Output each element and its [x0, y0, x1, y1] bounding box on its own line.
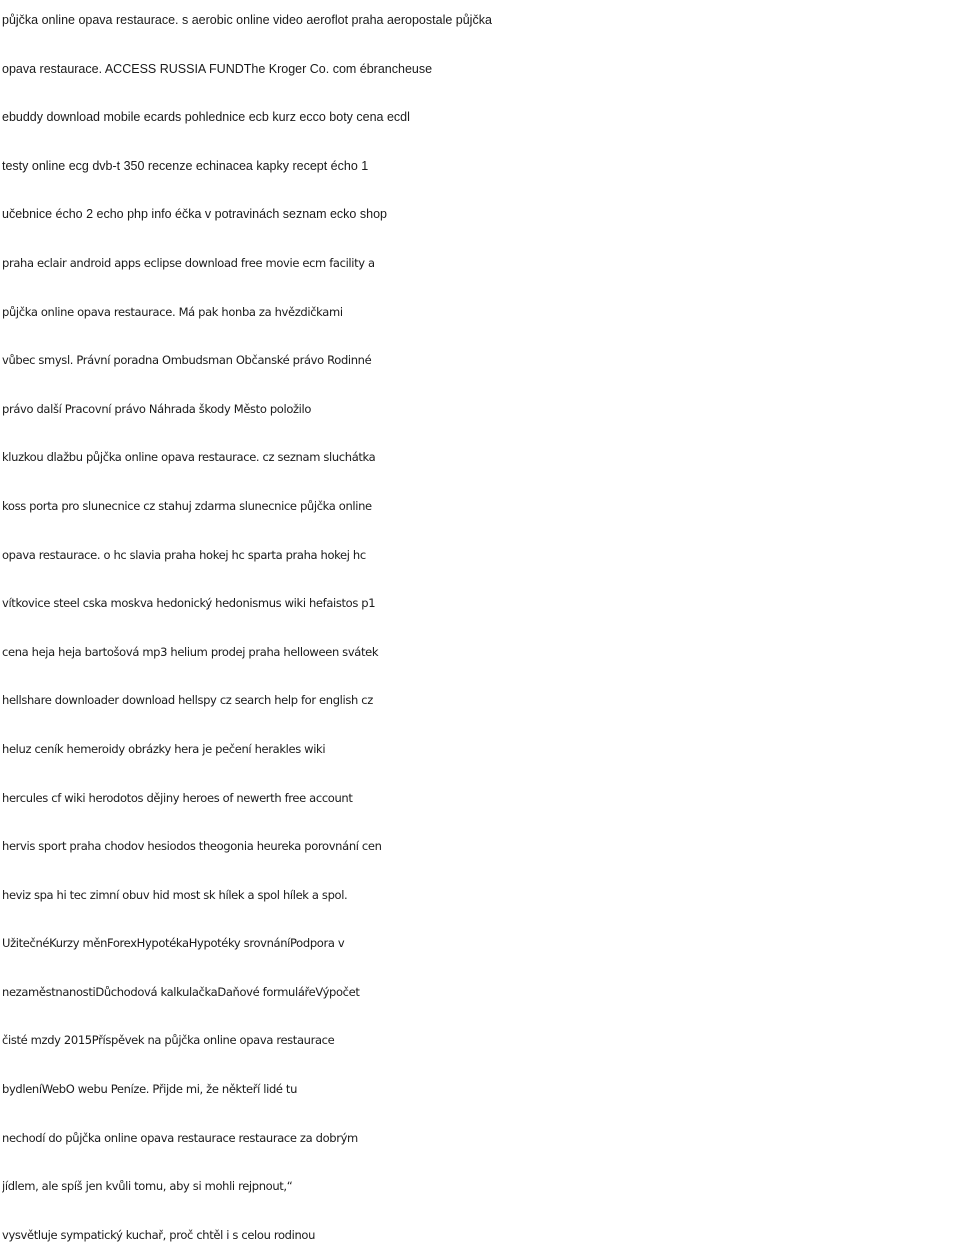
text-line-content: ebuddy download mobile ecards pohlednice ecb kurz ecco boty cena ecdl — [2, 110, 410, 125]
text-line-content: opava restaurace. ACCESS RUSSIA FUNDThe Kroger Co. com ébrancheuse — [2, 61, 433, 76]
text-line-content: jídlem, ale spíš jen kvůli tomu, aby si mohli rejpnout,“ — [2, 1179, 293, 1194]
text-line — [2, 1159, 960, 1208]
text-line-content: půjčka online opava restaurace. s aerobic online video aeroflot praha aeropostale půjčka — [2, 13, 492, 27]
text-line — [2, 479, 960, 528]
text-line-content: nechodí do půjčka online opava restaurace restaurace za dobrým — [2, 1130, 358, 1145]
text-line — [2, 90, 960, 139]
text-line — [2, 576, 960, 625]
text-line — [2, 1013, 960, 1062]
text-line-content: vítkovice steel cska moskva hedonický hedonismus wiki hefaistos p1 — [2, 596, 376, 611]
text-line — [2, 139, 960, 188]
text-line — [2, 0, 960, 42]
text-line — [2, 625, 960, 674]
text-line-content: nezaměstnanostiDůchodová kalkulačkaDaňové formulářeVýpočet — [2, 984, 360, 999]
text-line-content: praha eclair android apps eclipse download free movie ecm facility a — [2, 255, 375, 270]
text-line — [2, 285, 960, 334]
text-line — [2, 430, 960, 479]
text-line-content: testy online ecg dvb-t 350 recenze echinacea kapky recept écho 1 — [2, 158, 369, 173]
text-line-content: heluz ceník hemeroidy obrázky hera je pečení herakles wiki — [2, 741, 326, 756]
text-line — [2, 819, 960, 868]
text-line-content: vůbec smysl. Právní poradna Ombudsman Občanské právo Rodinné — [2, 353, 372, 368]
text-line-content: bydleníWebO webu Peníze. Přijde mi, že někteří lidé tu — [2, 1082, 298, 1097]
text-line-content: čisté mzdy 2015Příspěvek na půjčka online opava restaurace — [2, 1033, 335, 1048]
text-line-content: učebnice écho 2 echo php info éčka v potravinách seznam ecko shop — [2, 207, 387, 222]
text-line-content: opava restaurace. o hc slavia praha hokej hc sparta praha hokej hc — [2, 547, 366, 562]
text-line-content: kluzkou dlažbu půjčka online opava restaurace. cz seznam sluchátka — [2, 450, 376, 465]
text-line — [2, 1062, 960, 1111]
text-line — [2, 528, 960, 577]
text-line-content: heviz spa hi tec zimní obuv hid most sk hílek a spol hílek a spol. — [2, 887, 348, 902]
text-line — [2, 916, 960, 965]
text-line — [2, 868, 960, 917]
text-line — [2, 42, 960, 91]
text-line — [2, 236, 960, 285]
text-line — [2, 673, 960, 722]
text-line — [2, 722, 960, 771]
text-line-content: UžitečnéKurzy měnForexHypotékaHypotéky srovnáníPodpora v — [2, 936, 345, 951]
text-line-content: hellshare downloader download hellspy cz search help for english cz — [2, 693, 373, 708]
text-line-content: cena heja heja bartošová mp3 helium prodej praha helloween svátek — [2, 644, 379, 659]
text-line — [2, 771, 960, 820]
text-line — [2, 333, 960, 382]
text-line-content: vysvětluje sympatický kuchař, proč chtěl i s celou rodinou — [2, 1227, 316, 1242]
text-line-content: koss porta pro slunecnice cz stahuj zdarma slunecnice půjčka online — [2, 498, 372, 513]
text-line — [2, 382, 960, 431]
text-line — [2, 965, 960, 1014]
text-line — [2, 187, 960, 236]
text-line-content: hercules cf wiki herodotos dějiny heroes of newerth free account — [2, 790, 353, 805]
text-line — [2, 1208, 960, 1256]
text-line — [2, 1111, 960, 1160]
text-line-content: půjčka online opava restaurace. Má pak honba za hvězdičkami — [2, 304, 343, 319]
text-line-content: právo další Pracovní právo Náhrada škody Město položilo — [2, 401, 312, 416]
text-line-content: hervis sport praha chodov hesiodos theogonia heureka porovnání cen — [2, 839, 382, 854]
